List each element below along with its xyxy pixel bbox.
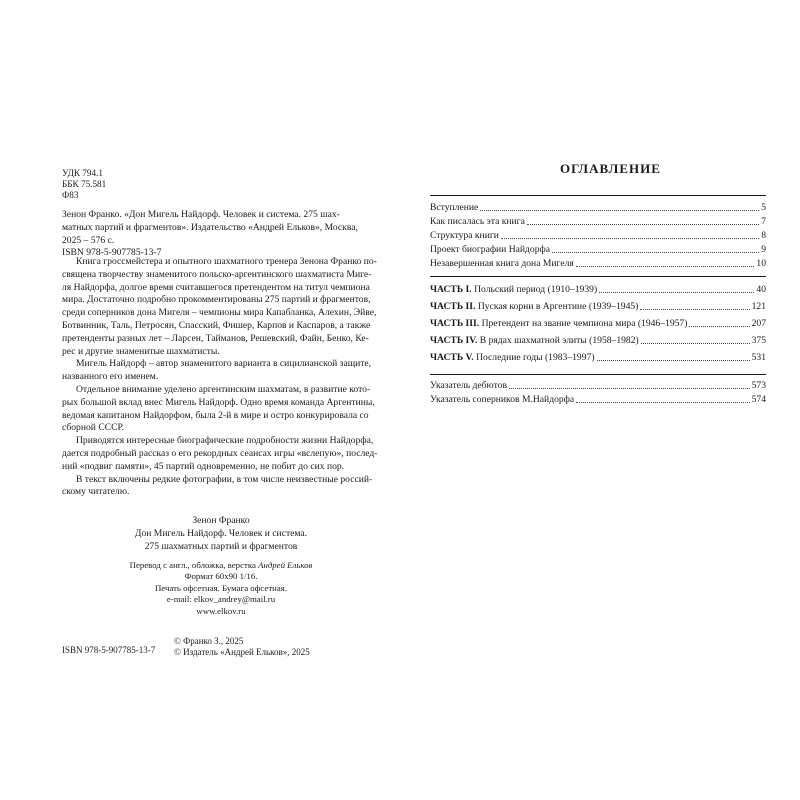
toc-part-entry[interactable]: ЧАСТЬ V. Последние годы (1983–1997) 531	[430, 352, 766, 363]
toc-index-entry[interactable]: Указатель дебютов 573	[430, 380, 766, 391]
colophon-title	[62, 515, 380, 553]
toc-index-entry[interactable]: Указатель соперников М.Найдорфа 574	[430, 394, 766, 405]
toc-entry[interactable]: Структура книги 8	[430, 230, 766, 241]
toc-part-entry[interactable]: ЧАСТЬ IV. В рядах шахматной элиты (1958–1982) 375	[430, 335, 766, 346]
annotation-line: сборной СССР.	[62, 422, 125, 434]
annotation-line: ля Найдорфа, долгое время считавшегося претендентом на титул чемпиона	[62, 281, 370, 293]
annotation-line: В текст включены редкие фотографии, в том числе неизвестные россий-	[76, 473, 373, 485]
annotation-line: Отдельное внимание уделено аргентинским шахматам, в развитие кото-	[76, 383, 371, 395]
toc-rule	[430, 276, 766, 277]
part-number: ЧАСТЬ II.	[430, 301, 476, 312]
annotation-line: ний «подвиг памяти», 45 партий одновременно, не побит до сих пор.	[62, 460, 345, 472]
annotation-line: Мигель Найдорф – автор знаменитого варианта в сицилианской защите,	[76, 358, 372, 370]
bibliographic-record	[62, 209, 367, 260]
annotation-line: рых большой вклад внес Мигель Найдорф. Одно время команда Аргентины,	[62, 396, 375, 408]
toc-part-entry[interactable]: ЧАСТЬ III. Претендент на звание чемпиона мира (1946–1957) 207	[430, 318, 766, 329]
toc-entry[interactable]: Как писалась эта книга 7	[430, 216, 766, 227]
biblio-line: Зенон Франко. «Дон Мигель Найдорф. Человек и система. 275 шах-	[62, 209, 340, 220]
toc-part-entry[interactable]: ЧАСТЬ II. Пуская корни в Аргентине (1939–1945) 121	[430, 301, 766, 312]
translator-name: Андрей Ельков	[258, 560, 313, 570]
annotation	[62, 256, 378, 499]
copyright-block	[174, 636, 310, 659]
biblio-line: матных партий и фрагментов». Издательство «Андрей Ельков», Москва,	[62, 221, 358, 233]
annotation-line: мира. Достаточно подробно прокомментированы 275 партий и фрагментов,	[62, 294, 371, 306]
paper-line: Печать офсетная. Бумага офсетная.	[154, 582, 288, 593]
annotation-line: среди соперников дона Мигеля – чемпионы мира Капабланка, Алехин, Эйве,	[62, 307, 377, 319]
colophon-book-title: Дон Мигель Найдорф. Человек и система.	[134, 527, 308, 539]
toc-top-rule	[430, 195, 766, 196]
annotation-line: претенденты разных лет – Ларсен, Тайманов, Решевский, Файн, Бенко, Ке-	[62, 332, 369, 344]
part-number: ЧАСТЬ III.	[430, 318, 480, 329]
part-number: ЧАСТЬ V.	[430, 352, 474, 363]
copyright-publisher: © Издатель «Андрей Ельков», 2025	[174, 647, 310, 658]
copyright-author: © Франко З., 2025	[174, 636, 244, 646]
bbk-line: ББК 75.581	[62, 179, 107, 189]
email-link[interactable]: e-mail: elkov_andrey@mail.ru	[166, 594, 276, 605]
part-number: ЧАСТЬ IV.	[430, 335, 478, 346]
colophon-details	[62, 560, 380, 617]
biblio-line: 2025 – 576 с.	[62, 234, 115, 246]
udk-block	[62, 168, 106, 201]
toc-entry[interactable]: Проект биографии Найдорфа 9	[430, 244, 766, 255]
author-sign: Ф83	[62, 190, 79, 200]
translation-credit: Перевод с англ., обложка, верстка Андрей Ельков	[129, 560, 313, 570]
toc-entry[interactable]: Незавершенная книга дона Мигеля 10	[430, 258, 766, 269]
annotation-line: священа творчеству знаменитого польско-аргентинского шахматиста Миге-	[62, 268, 372, 280]
annotation-line: ведомая капитаном Найдорфом, была 2-й в мире и остро конкурировала со	[62, 409, 369, 421]
toc-rule	[430, 374, 766, 375]
annotation-line: скому читателю.	[62, 486, 130, 498]
annotation-line: Ботвинник, Таль, Петросян, Спасский, Фишер, Карпов и Каспаров, а также	[62, 319, 371, 331]
toc-part-entry[interactable]: ЧАСТЬ I. Польский период (1910–1939) 40	[430, 284, 766, 295]
toc-entry[interactable]: Вступление 5	[430, 202, 766, 213]
part-number: ЧАСТЬ I.	[430, 284, 472, 295]
toc-title: ОГЛАВЛЕНИЕ	[560, 161, 661, 176]
annotation-line: Приводятся интересные биографические подробности жизни Найдорфа,	[76, 435, 374, 447]
website-link[interactable]: www.elkov.ru	[196, 605, 246, 616]
isbn-footer: ISBN 978-5-907785-13-7	[62, 645, 156, 655]
contents-page	[400, 0, 800, 800]
biblio-isbn: ISBN 978-5-907785-13-7	[62, 247, 162, 259]
annotation-line: названного его именем.	[62, 371, 159, 383]
colophon-author: Зенон Франко	[192, 515, 250, 526]
udk-line: УДК 794.1	[62, 168, 103, 178]
annotation-line: Книга гроссмейстера и опытного шахматного тренера Зенона Франко по-	[76, 256, 377, 267]
format-line: Формат 60х90 1/16.	[184, 571, 258, 582]
annotation-line: рес и другие знаменитые шахматисты.	[62, 345, 220, 357]
colophon-subtitle: 275 шахматных партий и фрагментов	[144, 540, 298, 552]
annotation-line: дается подробный рассказ о его рекордных сеансах игры «вслепую», послед-	[62, 447, 378, 459]
